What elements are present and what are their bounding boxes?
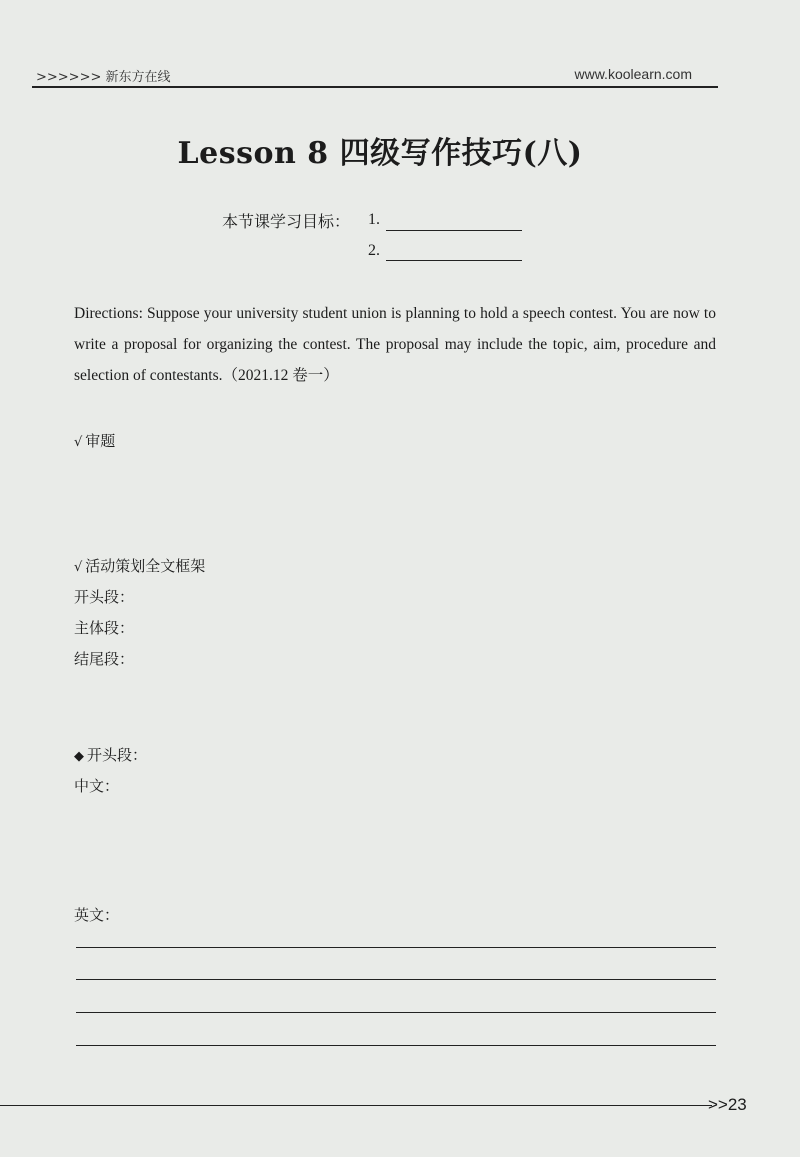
learning-goals-label: 本节课学习目标： bbox=[222, 212, 351, 231]
framework-item-body: 主体段： bbox=[74, 619, 135, 637]
page-title: Lesson 8 四级写作技巧(八) bbox=[177, 136, 583, 171]
check-icon: √ bbox=[74, 435, 83, 450]
section-review bbox=[74, 430, 115, 451]
writing-line-4 bbox=[76, 1045, 716, 1046]
section-framework bbox=[74, 555, 205, 576]
framework-item-closing: 结尾段： bbox=[74, 650, 135, 668]
goal-blank-1 bbox=[386, 230, 522, 231]
header-divider bbox=[32, 86, 718, 88]
writing-line-2 bbox=[76, 979, 716, 980]
writing-directions: Directions: Suppose your university student union is planning to hold a speech contest. You are now to write a proposal for organizing the contest. The proposal may include the topic, aim, procedure and selection of contestants.（2021.12 卷一） bbox=[74, 305, 716, 384]
section-review-label: 审题 bbox=[85, 432, 116, 450]
diamond-bullet-icon: ◆ bbox=[74, 749, 84, 764]
goal-blank-2 bbox=[386, 260, 522, 261]
goal-number-2: 2. bbox=[368, 242, 380, 259]
header-website: www.koolearn.com bbox=[574, 66, 692, 82]
section-framework-label: 活动策划全文框架 bbox=[85, 557, 206, 575]
footer-divider bbox=[0, 1105, 712, 1106]
english-label: 英文： bbox=[74, 906, 120, 924]
framework-item-opening: 开头段： bbox=[74, 588, 135, 606]
writing-line-1 bbox=[76, 947, 716, 948]
section-opening-label: 开头段： bbox=[87, 746, 148, 764]
writing-line-3 bbox=[76, 1012, 716, 1013]
goal-number-1: 1. bbox=[368, 211, 380, 228]
check-icon: √ bbox=[74, 560, 83, 575]
chinese-label: 中文： bbox=[74, 777, 120, 795]
page-number: >>23 bbox=[708, 1095, 747, 1114]
section-opening bbox=[74, 744, 147, 765]
header-publisher: >>>>>> 新东方在线 bbox=[36, 70, 171, 85]
